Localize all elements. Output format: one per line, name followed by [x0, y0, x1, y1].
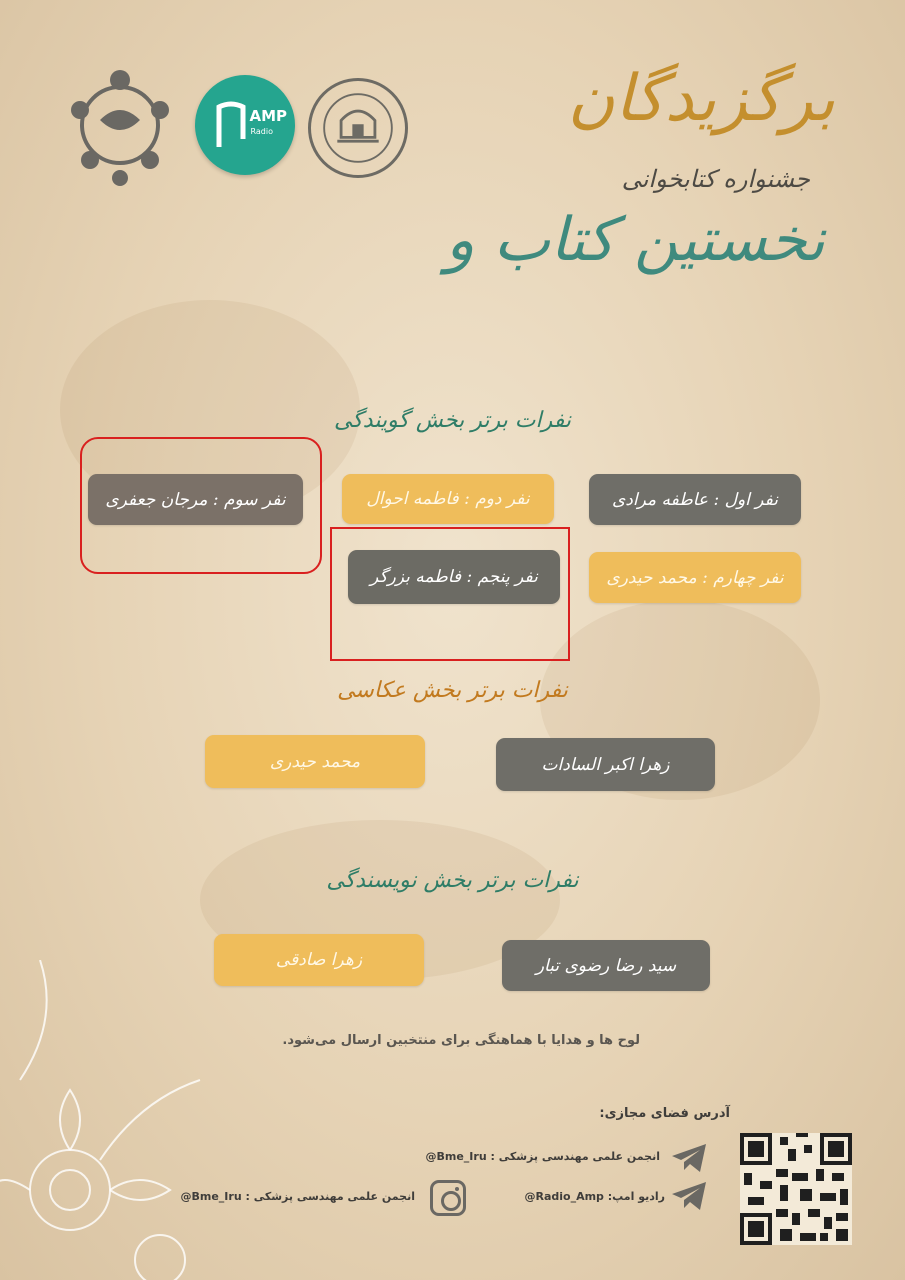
main-title-bottom: نخستین کتاب و: [445, 205, 825, 275]
speaking-winner-1: نفر اول : عاطفه مرادی: [589, 474, 801, 525]
instagram-handle[interactable]: انجمن علمی مهندسی پزشکی : Bme_Iru@: [180, 1190, 415, 1203]
speaking-winner-3: نفر سوم : مرجان جعفری: [88, 474, 303, 525]
photography-section-title: نفرات برتر بخش عکاسی: [337, 678, 568, 703]
telegram-icon: [670, 1142, 708, 1174]
highlight-box: [80, 437, 322, 574]
radio-amp-logo: [195, 75, 295, 175]
telegram-association-handle[interactable]: انجمن علمی مهندسی پزشکی : Bme_Iru@: [425, 1150, 660, 1163]
social-title: آدرس فضای مجازی:: [599, 1106, 730, 1121]
speaking-winner-4: نفر چهارم : محمد حیدری: [589, 552, 801, 603]
university-seal-logo: [308, 78, 408, 178]
gifts-note: لوح ها و هدایا با هماهنگی برای منتخبین ارسال می‌شود.: [282, 1033, 640, 1048]
writing-winner-2: زهرا صادقی: [214, 934, 424, 986]
qr-code[interactable]: [740, 1133, 852, 1245]
speaking-winner-5: نفر پنجم : فاطمه بزرگر: [348, 550, 560, 604]
photography-winner-2: محمد حیدری: [205, 735, 425, 788]
radio-logo-subtext: Radio: [250, 127, 273, 136]
telegram-icon: [670, 1180, 708, 1212]
radio-glyph-icon: [213, 97, 249, 153]
speaking-winner-2: نفر دوم : فاطمه احوال: [342, 474, 554, 524]
instagram-icon: [430, 1180, 466, 1216]
writing-section-title: نفرات برتر بخش نویسندگی: [326, 868, 579, 893]
writing-winner-1: سید رضا رضوی تبار: [502, 940, 710, 991]
telegram-radio-handle[interactable]: رادیو امپ: Radio_Amp@: [524, 1190, 665, 1203]
highlight-box: [330, 527, 570, 661]
main-title-top: برگزیدگان: [567, 62, 835, 136]
association-logo: [55, 60, 185, 190]
main-title-middle: جشنواره کتابخوانی: [621, 165, 810, 193]
radio-logo-text: AMP: [249, 107, 287, 125]
speaking-section-title: نفرات برتر بخش گویندگی: [333, 408, 572, 433]
floral-decoration: [0, 960, 260, 1280]
photography-winner-1: زهرا اکبر السادات: [496, 738, 715, 791]
